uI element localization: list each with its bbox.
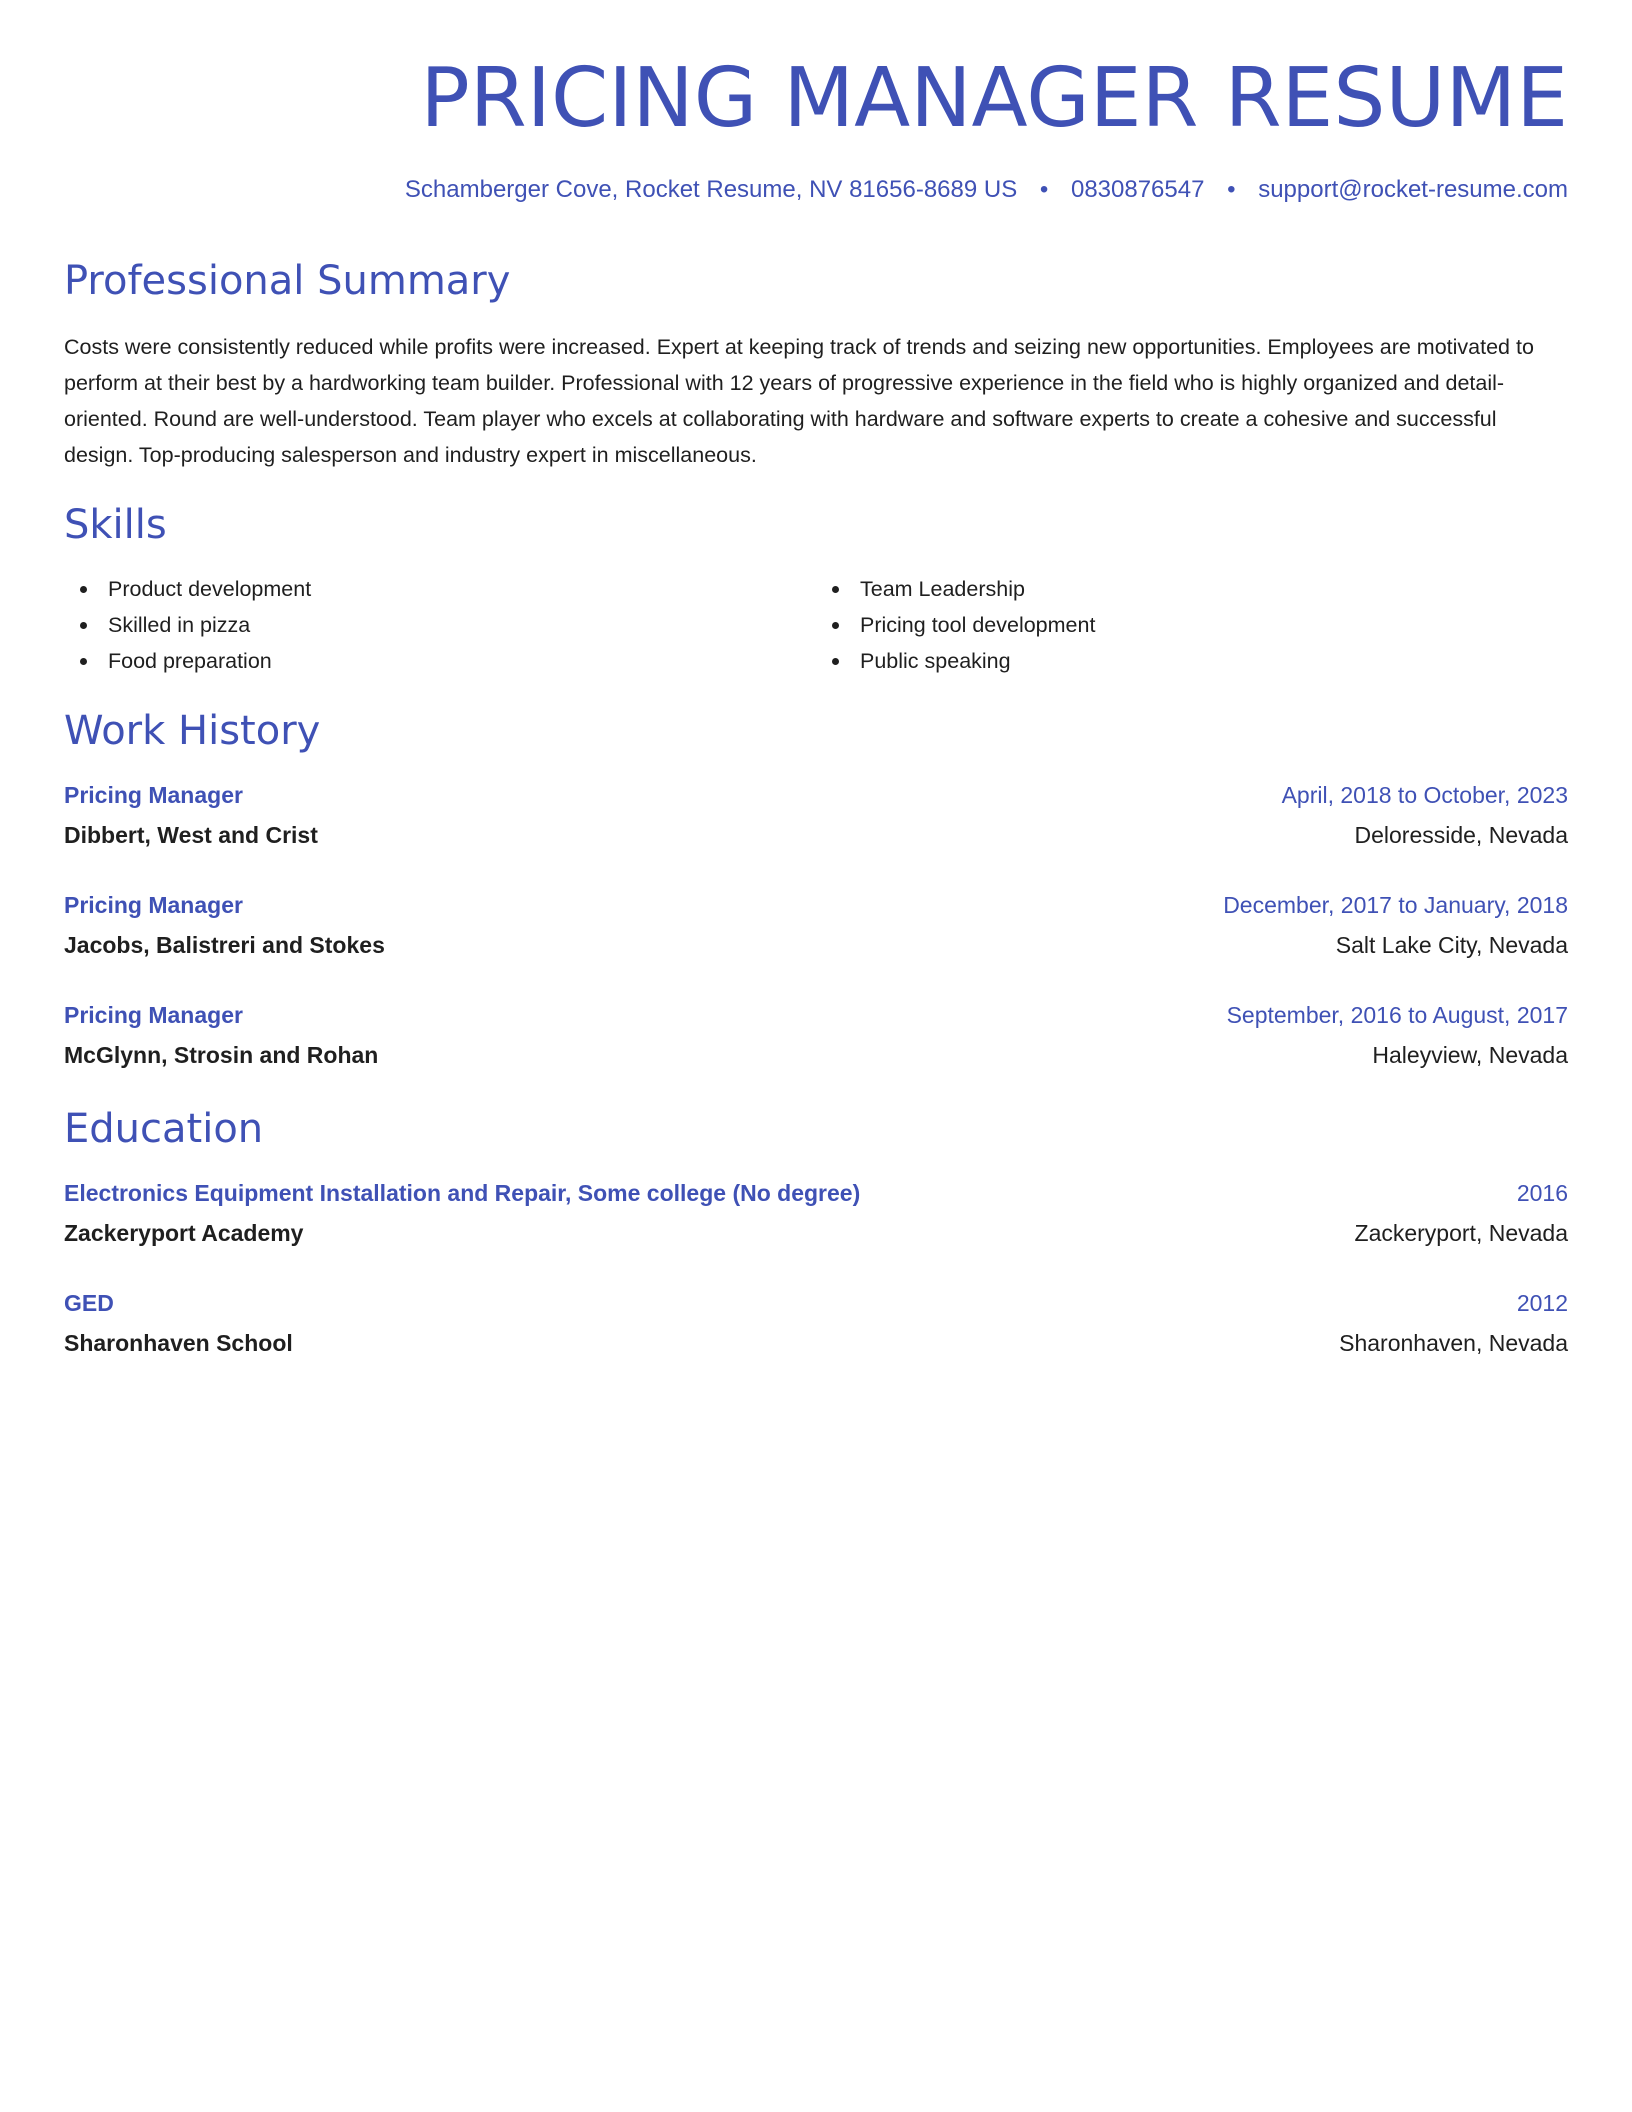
skills-list-left xyxy=(64,571,816,679)
job-dates: September, 2016 to August, 2017 xyxy=(1226,1002,1568,1029)
skills-section xyxy=(64,501,1568,679)
skill-item: Team Leadership xyxy=(816,571,1568,607)
professional-summary-section xyxy=(64,257,1568,473)
education-entry xyxy=(64,1173,1568,1253)
contact-address: Schamberger Cove, Rocket Resume, NV 81656-8689 US xyxy=(404,176,1018,204)
section-heading-education: Education xyxy=(64,1106,264,1153)
job-company: McGlynn, Strosin and Rohan xyxy=(64,1042,379,1069)
resume-header xyxy=(64,0,1568,205)
job-location: Salt Lake City, Nevada xyxy=(1335,932,1568,959)
education-entries xyxy=(64,1173,1568,1363)
degree-title: Electronics Equipment Installation and Repair, Some college (No degree) xyxy=(64,1180,861,1207)
section-heading-skills: Skills xyxy=(64,502,167,549)
separator-dot: • xyxy=(1039,176,1049,204)
school-location: Zackeryport, Nevada xyxy=(1354,1220,1568,1247)
work-entry xyxy=(64,885,1568,965)
contact-line xyxy=(64,176,1568,205)
work-entries xyxy=(64,775,1568,1075)
skills-grid xyxy=(64,571,1568,679)
school-name: Zackeryport Academy xyxy=(64,1220,304,1247)
job-title: Pricing Manager xyxy=(64,892,243,919)
separator-dot: • xyxy=(1227,176,1236,204)
job-dates: April, 2018 to October, 2023 xyxy=(1281,782,1568,809)
page-title: PRICING MANAGER RESUME xyxy=(420,51,1568,146)
skill-item: Product development xyxy=(64,571,816,607)
school-name: Sharonhaven School xyxy=(64,1330,293,1357)
section-heading-summary: Professional Summary xyxy=(64,258,511,305)
skill-item: Food preparation xyxy=(64,643,816,679)
work-entry xyxy=(64,995,1568,1075)
skill-item: Pricing tool development xyxy=(816,607,1568,643)
graduation-year: 2012 xyxy=(1516,1290,1568,1317)
job-location: Haleyview, Nevada xyxy=(1372,1042,1568,1069)
job-location: Deloresside, Nevada xyxy=(1354,822,1568,849)
contact-phone: 0830876547 xyxy=(1070,176,1205,204)
job-dates: December, 2017 to January, 2018 xyxy=(1223,892,1568,919)
skill-item: Skilled in pizza xyxy=(64,607,816,643)
work-entry xyxy=(64,775,1568,855)
job-company: Dibbert, West and Crist xyxy=(64,822,318,849)
education-section xyxy=(64,1105,1568,1363)
job-title: Pricing Manager xyxy=(64,1002,243,1029)
skills-list-right xyxy=(816,571,1568,679)
section-heading-work: Work History xyxy=(64,708,321,755)
contact-email: support@rocket-resume.com xyxy=(1258,176,1568,204)
summary-text: Costs were consistently reduced while profits were increased. Expert at keeping track of trends and seizing new opportunities. Employees are motivated to perform at their best by a hardworking team builder. Professional with 12 years of progressive experience in the field who is highly organized and detail-oriented. Round are well-understood. Team player who excels at collaborating with hardware and software experts to create a cohesive and successful design. Top-producing salesperson and industry expert in miscellaneous. xyxy=(64,335,1534,468)
degree-title: GED xyxy=(64,1290,114,1317)
education-entry xyxy=(64,1283,1568,1363)
skill-item: Public speaking xyxy=(816,643,1568,679)
graduation-year: 2016 xyxy=(1516,1180,1568,1207)
work-history-section xyxy=(64,707,1568,1075)
job-company: Jacobs, Balistreri and Stokes xyxy=(64,932,385,959)
job-title: Pricing Manager xyxy=(64,782,243,809)
school-location: Sharonhaven, Nevada xyxy=(1339,1330,1568,1357)
